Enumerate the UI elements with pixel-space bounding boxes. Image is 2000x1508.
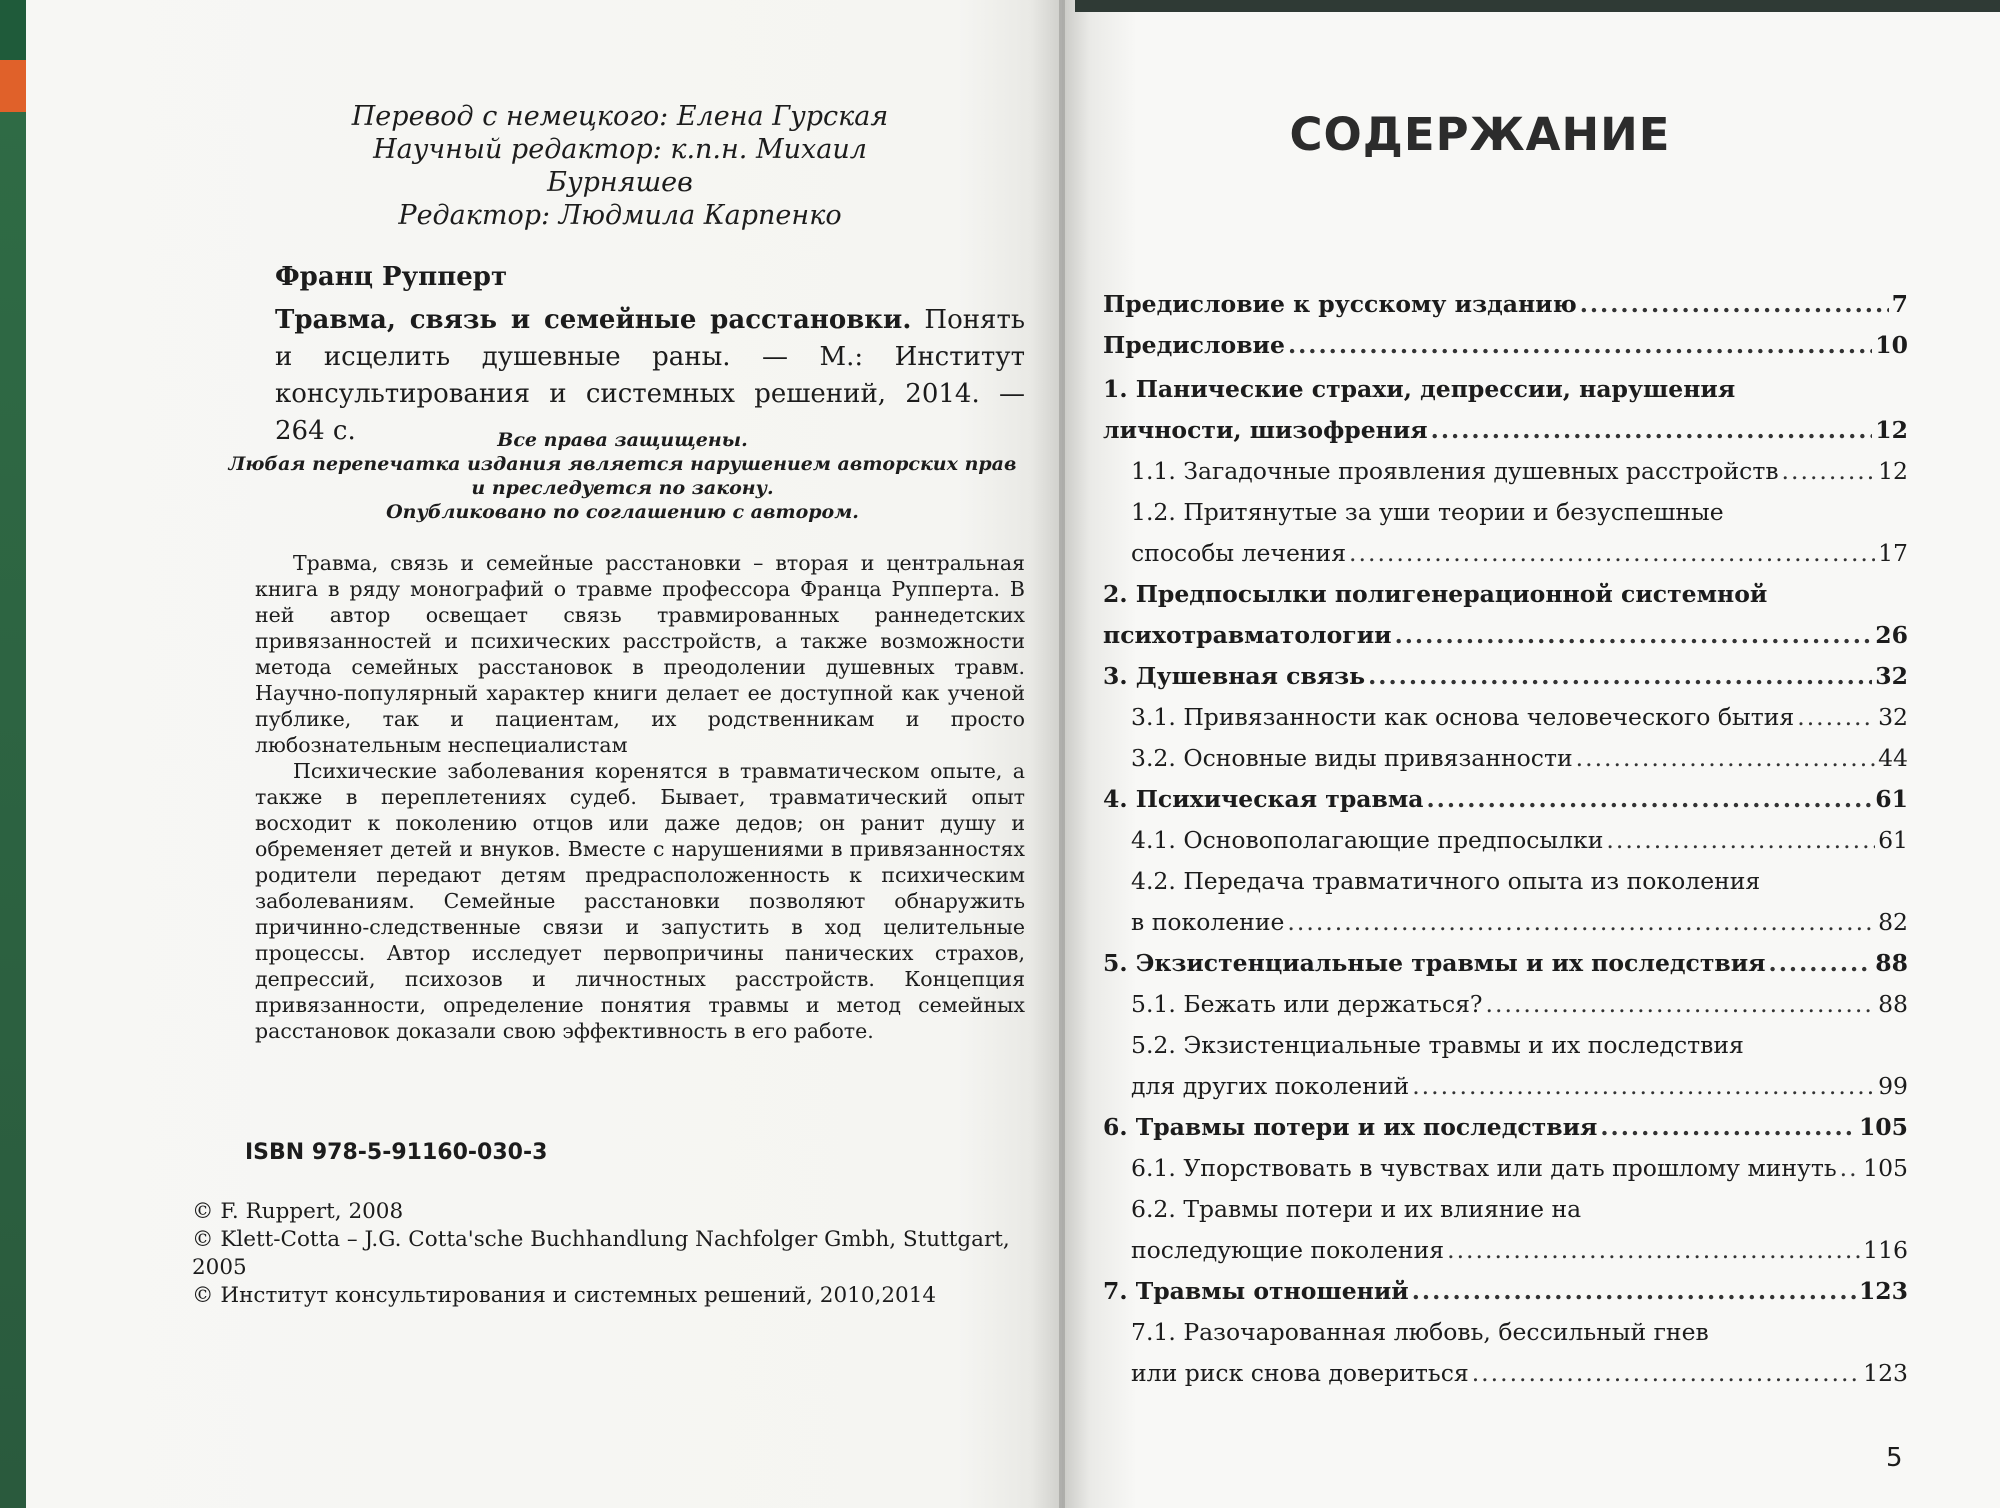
toc-entry [1103,785,1908,826]
toc-page-number: 61 [1875,785,1908,813]
rights-line: Все права защищены. [497,429,748,451]
toc-page-number: 123 [1863,1359,1908,1387]
toc-page-number: 7 [1891,290,1908,318]
author-name: Франц Рупперт [275,262,508,292]
toc-entry [1103,867,1908,908]
toc-page-number: 82 [1878,908,1908,936]
toc-entry [1103,1072,1908,1113]
toc-entry [1103,580,1908,621]
toc-leader [1349,539,1875,567]
toc-leader [1576,744,1875,772]
toc-leader [1395,621,1873,649]
toc-entry [1103,416,1908,457]
toc-entry-title: 3. Душевная связь [1103,662,1366,690]
book-gutter [1059,0,1065,1508]
toc-entry-title: 6.2. Травмы потери и их влияние на [1131,1195,1582,1223]
toc-leader [1412,1072,1875,1100]
toc-entry [1103,908,1908,949]
toc-entry [1103,498,1908,539]
editor-credit: Редактор: Людмила Карпенко [398,200,842,231]
toc-page-number: 44 [1878,744,1908,772]
toc-entry [1103,539,1908,580]
toc-entry [1103,1031,1908,1072]
toc-entry [1103,1195,1908,1236]
scan-top-edge [1075,0,2000,12]
toc-entry-title: Предисловие [1103,331,1285,359]
toc-leader [1288,331,1872,359]
toc-entry-title: Предисловие к русскому изданию [1103,290,1577,318]
toc-leader [1840,1154,1860,1182]
bibliographic-details: Понять и исцелить душевные раны. — М.: Институт консультирования и системных решений, 2014. — 264 с. [275,305,1025,446]
toc-entry-title: способы лечения [1131,539,1347,567]
toc-entry-title: 7.1. Разочарованная любовь, бессильный гнев [1131,1318,1709,1346]
toc-entry-title: последующие поколения [1131,1236,1445,1264]
toc-entry [1103,1277,1908,1318]
isbn: ISBN 978-5-91160-030-3 [245,1140,548,1165]
book-cover-edge [0,0,26,1508]
toc-entry [1103,1113,1908,1154]
copyright-line: © F. Ruppert, 2008 [192,1199,404,1224]
toc-entry-title: 2. Предпосылки полигенерационной системной [1103,580,1768,608]
science-editor-credit: Научный редактор: к.п.н. Михаил Бурняшев [373,134,867,198]
toc-entry [1103,662,1908,703]
credits-block [340,100,900,232]
toc-page-number: 61 [1878,826,1908,854]
toc-leader [1431,416,1873,444]
toc-entry-title: 4. Психическая травма [1103,785,1424,813]
toc-page-number: 99 [1878,1072,1908,1100]
toc-page-number: 88 [1878,990,1908,1018]
book-abstract [255,550,1025,1044]
toc-leader [1797,703,1875,731]
copyright-line: © Институт консультирования и системных решений, 2010,2014 [192,1283,937,1308]
toc-leader [1472,1359,1860,1387]
rights-line: Опубликовано по соглашению с автором. [386,501,859,523]
toc-page-number: 105 [1863,1154,1908,1182]
toc-entry-title: 7. Травмы отношений [1103,1277,1409,1305]
toc-page-number: 32 [1878,703,1908,731]
copyright-block [192,1198,1022,1310]
toc-entry [1103,703,1908,744]
toc-entry [1103,375,1908,416]
table-of-contents [1103,290,1908,1400]
toc-entry-title: личности, шизофрения [1103,416,1428,444]
toc-entry [1103,290,1908,331]
toc-entry-title: 5. Экзистенциальные травмы и их последствия [1103,949,1766,977]
toc-entry-title: 1. Панические страхи, депрессии, нарушения [1103,375,1736,403]
toc-entry [1103,457,1908,498]
toc-entry [1103,1359,1908,1400]
toc-leader [1486,990,1876,1018]
toc-entry-title: 6.1. Упорствовать в чувствах или дать прошлому минуть [1131,1154,1837,1182]
toc-page-number: 123 [1858,1277,1908,1305]
toc-leader [1447,1236,1860,1264]
toc-entry-title: 1.1. Загадочные проявления душевных расстройств [1131,457,1779,485]
toc-page-number: 12 [1875,416,1908,444]
toc-entry-title: 3.1. Привязанности как основа человеческого бытия [1131,703,1795,731]
toc-entry [1103,826,1908,867]
book-title: Травма, связь и семейные расстановки. [275,305,912,335]
page-number: 5 [1886,1443,1903,1473]
toc-entry-title: 1.2. Притянутые за уши теории и безуспешные [1131,498,1724,526]
toc-entry [1103,331,1908,372]
toc-leader [1287,908,1875,936]
toc-entry [1103,744,1908,785]
toc-entry [1103,990,1908,1031]
toc-page-number: 26 [1875,621,1908,649]
toc-page-number: 17 [1878,539,1908,567]
toc-entry-title: или риск снова довериться [1131,1359,1469,1387]
rights-line: Любая перепечатка издания является нарушением авторских прав [228,453,1017,475]
toc-leader [1600,1113,1856,1141]
toc-entry-title: в поколение [1131,908,1285,936]
toc-page-number: 10 [1875,331,1908,359]
toc-entry-title: 6. Травмы потери и их последствия [1103,1113,1598,1141]
abstract-paragraph: Травма, связь и семейные расстановки – вторая и центральная книга в ряду монографий о травме профессора Франца Рупперта. В ней автор освещает связь травмированных раннедетских привязанностей и психических расстройств, а также возможности метода семейных расстановок в преодолении душевных травм. Научно-популярный характер книги делает ее доступной как ученой публике, так и пациентам, их родственникам и просто любознательным неспециалистам [255,551,1025,757]
toc-leader [1769,949,1873,977]
rights-line: и преследуется по закону. [471,477,774,499]
toc-leader [1606,826,1875,854]
toc-page-number: 32 [1875,662,1908,690]
toc-entry [1103,949,1908,990]
toc-entry [1103,1154,1908,1195]
rights-notice [220,428,1025,524]
toc-leader [1782,457,1876,485]
toc-entry-title: психотравматологии [1103,621,1392,649]
toc-page-number: 105 [1858,1113,1908,1141]
toc-entry [1103,1318,1908,1359]
toc-entry-title: 4.2. Передача травматичного опыта из поколения [1131,867,1761,895]
toc-entry-title: 5.1. Бежать или держаться? [1131,990,1483,1018]
toc-entry-title: для других поколений [1131,1072,1410,1100]
abstract-paragraph: Психические заболевания коренятся в травматическом опыте, а также в переплетениях судеб. Бывает, травматический опыт восходит к поколению отцов или даже дедов; он ранит душу и обременяет детей и внуков. Вместе с нарушениями в привязанностях родители передают детям предрасположенность к психическим заболеваниям. Семейные расстановки позволяют обнаружить причинно-следственные связи и запустить в ход целительные процессы. Автор исследует первопричины панических страхов, депрессий, психозов и личностных расстройств. Концепция привязанности, определение понятия травмы и метод семейных расстановок доказали свою эффективность в его работе. [255,759,1025,1043]
toc-leader [1368,662,1872,690]
toc-entry [1103,621,1908,662]
translator-credit: Перевод с немецкого: Елена Гурская [351,101,889,132]
toc-leader [1412,1277,1856,1305]
toc-entry-title: 4.1. Основополагающие предпосылки [1131,826,1604,854]
contents-title: СОДЕРЖАНИЕ [1289,108,1671,161]
toc-entry [1103,1236,1908,1277]
toc-entry-title: 3.2. Основные виды привязанности [1131,744,1573,772]
copyright-line: © Klett-Cotta – J.G. Cotta'sche Buchhandlung Nachfolger Gmbh, Stuttgart, 2005 [192,1227,1010,1280]
toc-leader [1580,290,1889,318]
toc-entry-title: 5.2. Экзистенциальные травмы и их последствия [1131,1031,1744,1059]
toc-page-number: 88 [1875,949,1908,977]
toc-leader [1426,785,1872,813]
toc-page-number: 12 [1878,457,1908,485]
toc-page-number: 116 [1863,1236,1908,1264]
